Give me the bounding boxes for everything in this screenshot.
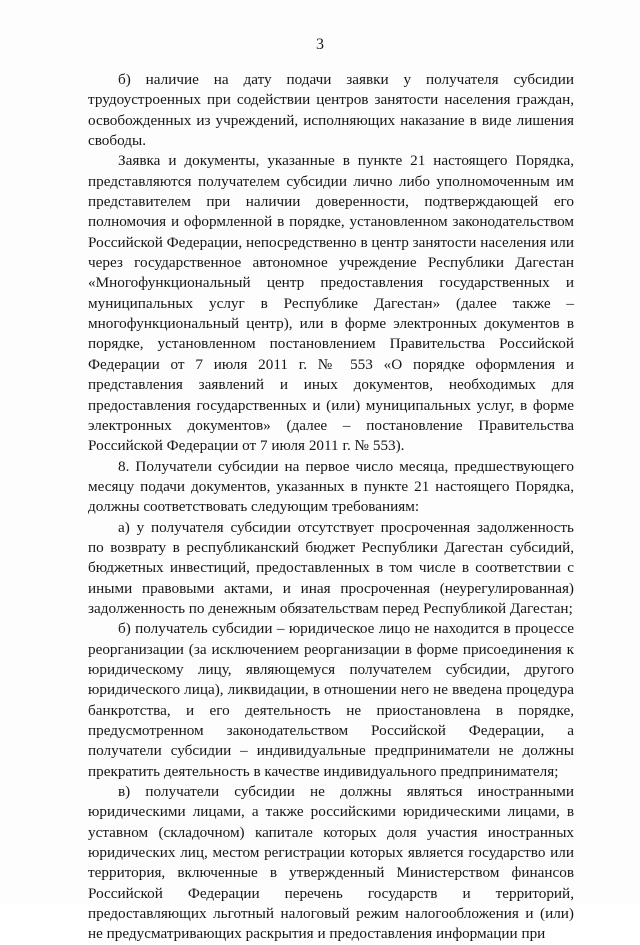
paragraph-requirement-b-no-reorganization: б) получатель субсидии – юридическое лицо не находится в процессе реорганизации (за исключением реорганизации в форме присоединения к юридическому лицу, являющемуся получателем субсидии, другого юридического лица), ликвидации, в отношении него не введена процедура банкротства, и его деятельность не приостановлена в порядке, предусмотренном законодательством Российской Федерации, а получатели субсидии – индивидуальные предприниматели не должны прекратить деятельность в качестве индивидуального предпринимателя; [88, 620, 574, 780]
paragraph-section-8-requirements: 8. Получатели субсидии на первое число месяца, предшествующего месяцу подачи документов, указанных в пункте 21 настоящего Порядка, должны соответствовать следующим требованиям: [88, 457, 574, 516]
paragraph-application-submission: Заявка и документы, указанные в пункте 21 настоящего Порядка, представляются получателем субсидии лично либо уполномоченным им представителем при наличии доверенности, подтверждающей его полномочия и оформленной в порядке, установленном законодательством Российской Федерации, непосредственно в центр занятости населения или через государственное автономное учреждение Республики Дагестан «Многофункциональный центр предоставления государственных и муниципальных услуг в Республике Дагестан» (далее также – многофункциональный центр), или в форме электронных документов в порядке, установленном постановлением Правительства Российской Федерации от 7 июля 2011 г. № 553 «О порядке оформления и представления заявлений и иных документов, необходимых для предоставления государственных и (или) муниципальных услуг, в форме электронных документов» (далее – постановление Правительства Российской Федерации от 7 июля 2011 г. № 553). [88, 152, 574, 455]
paragraph-item-b-employed-citizens: б) наличие на дату подачи заявки у получателя субсидии трудоустроенных при содействии центров занятости населения граждан, освобожденных из учреждений, исполняющих наказание в виде лишения свободы. [88, 71, 574, 150]
document-body [88, 70, 574, 945]
page-number: 3 [316, 36, 324, 53]
paragraph-requirement-v-not-foreign: в) получатели субсидии не должны являться иностранными юридическими лицами, а также российскими юридическими лицами, в уставном (складочном) капитале которых доля участия иностранных юридических лиц, местом регистрации которых является государство или территория, включенные в утвержденный Министерством финансов Российской Федерации перечень государств и территорий, предоставляющих льготный налоговый режим налогообложения и (или) не предусматривающих раскрытия и предоставления информации при [88, 783, 574, 943]
paragraph-requirement-a-no-debt: а) у получателя субсидии отсутствует просроченная задолженность по возврату в республиканский бюджет Республики Дагестан субсидий, бюджетных инвестиций, предоставленных в том числе в соответствии с иными правовыми актами, и иная просроченная (неурегулированная) задолженность по денежным обязательствам перед Республикой Дагестан; [88, 518, 574, 617]
